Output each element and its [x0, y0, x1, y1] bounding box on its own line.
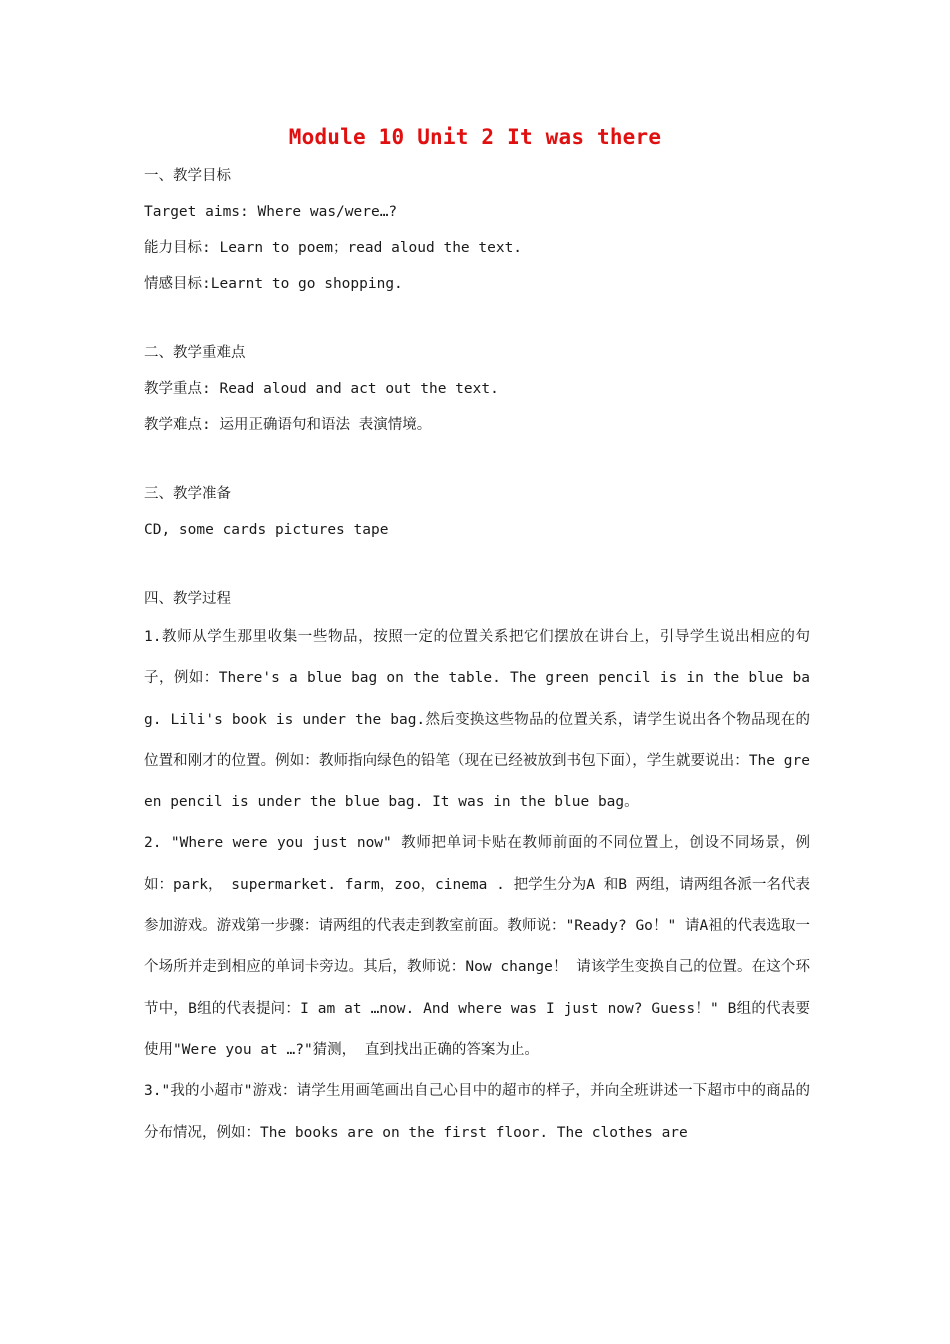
process-step-2: 2. "Where were you just now" 教师把单词卡贴在教师前面的不同位置上，创设不同场景，例如：park， supermarket. farm，zoo，cinema . 把学生分为A 和B 两组，请两组各派一名代表参加游戏。游戏第一步骤：请两组的代表走到教室前面。教师说："Ready? Go！" 请A祖的代表选取一个场所并走到相应的单词卡旁边。其后，教师说：Now change！ 请该学生变换自己的位置。在这个环节中，B组的代表提问：I am at …now. And where was I just now? Guess！" B组的代表要使用"Were you at …?"猜测， 直到找出正确的答案为止。	[144, 835, 810, 1058]
section-spacer	[144, 443, 810, 476]
ability-objective-line: 能力目标: Learn to poem；read aloud the text.	[144, 240, 523, 256]
document-title: Module 10 Unit 2 It was there	[288, 125, 662, 149]
process-step-3: 3."我的小超市"游戏：请学生用画笔画出自己心目中的超市的样子，并向全班讲述一下超市中的商品的分布情况，例如：The books are on the first floor. The clothes are	[144, 1083, 810, 1141]
section-heading-process: 四、教学过程	[144, 591, 231, 607]
document-body	[144, 158, 810, 1154]
section-spacer	[144, 302, 810, 335]
emotional-objective-line: 情感目标:Learnt to go shopping.	[144, 276, 403, 292]
section-heading-key-points: 二、教学重难点	[144, 345, 246, 361]
difficult-point-line: 教学难点: 运用正确语句和语法 表演情境。	[144, 417, 432, 433]
preparation-materials-line: CD, some cards pictures tape	[144, 522, 389, 538]
target-aims-line: Target aims: Where was/were…?	[144, 204, 398, 220]
key-point-line: 教学重点: Read aloud and act out the text.	[144, 381, 499, 397]
section-heading-preparation: 三、教学准备	[144, 486, 231, 502]
process-step-1: 1.教师从学生那里收集一些物品，按照一定的位置关系把它们摆放在讲台上，引导学生说出相应的句子，例如：There's a blue bag on the table. The green pencil is in the blue bag. Lili's book is under the bag.然后变换这些物品的位置关系，请学生说出各个物品现在的位置和刚才的位置。例如：教师指向绿色的铅笔（现在已经被放到书包下面），学生就要说出：The green pencil is under the blue bag. It was in the blue bag。	[144, 629, 810, 811]
section-heading-objectives: 一、教学目标	[144, 168, 231, 184]
section-spacer	[144, 548, 810, 581]
